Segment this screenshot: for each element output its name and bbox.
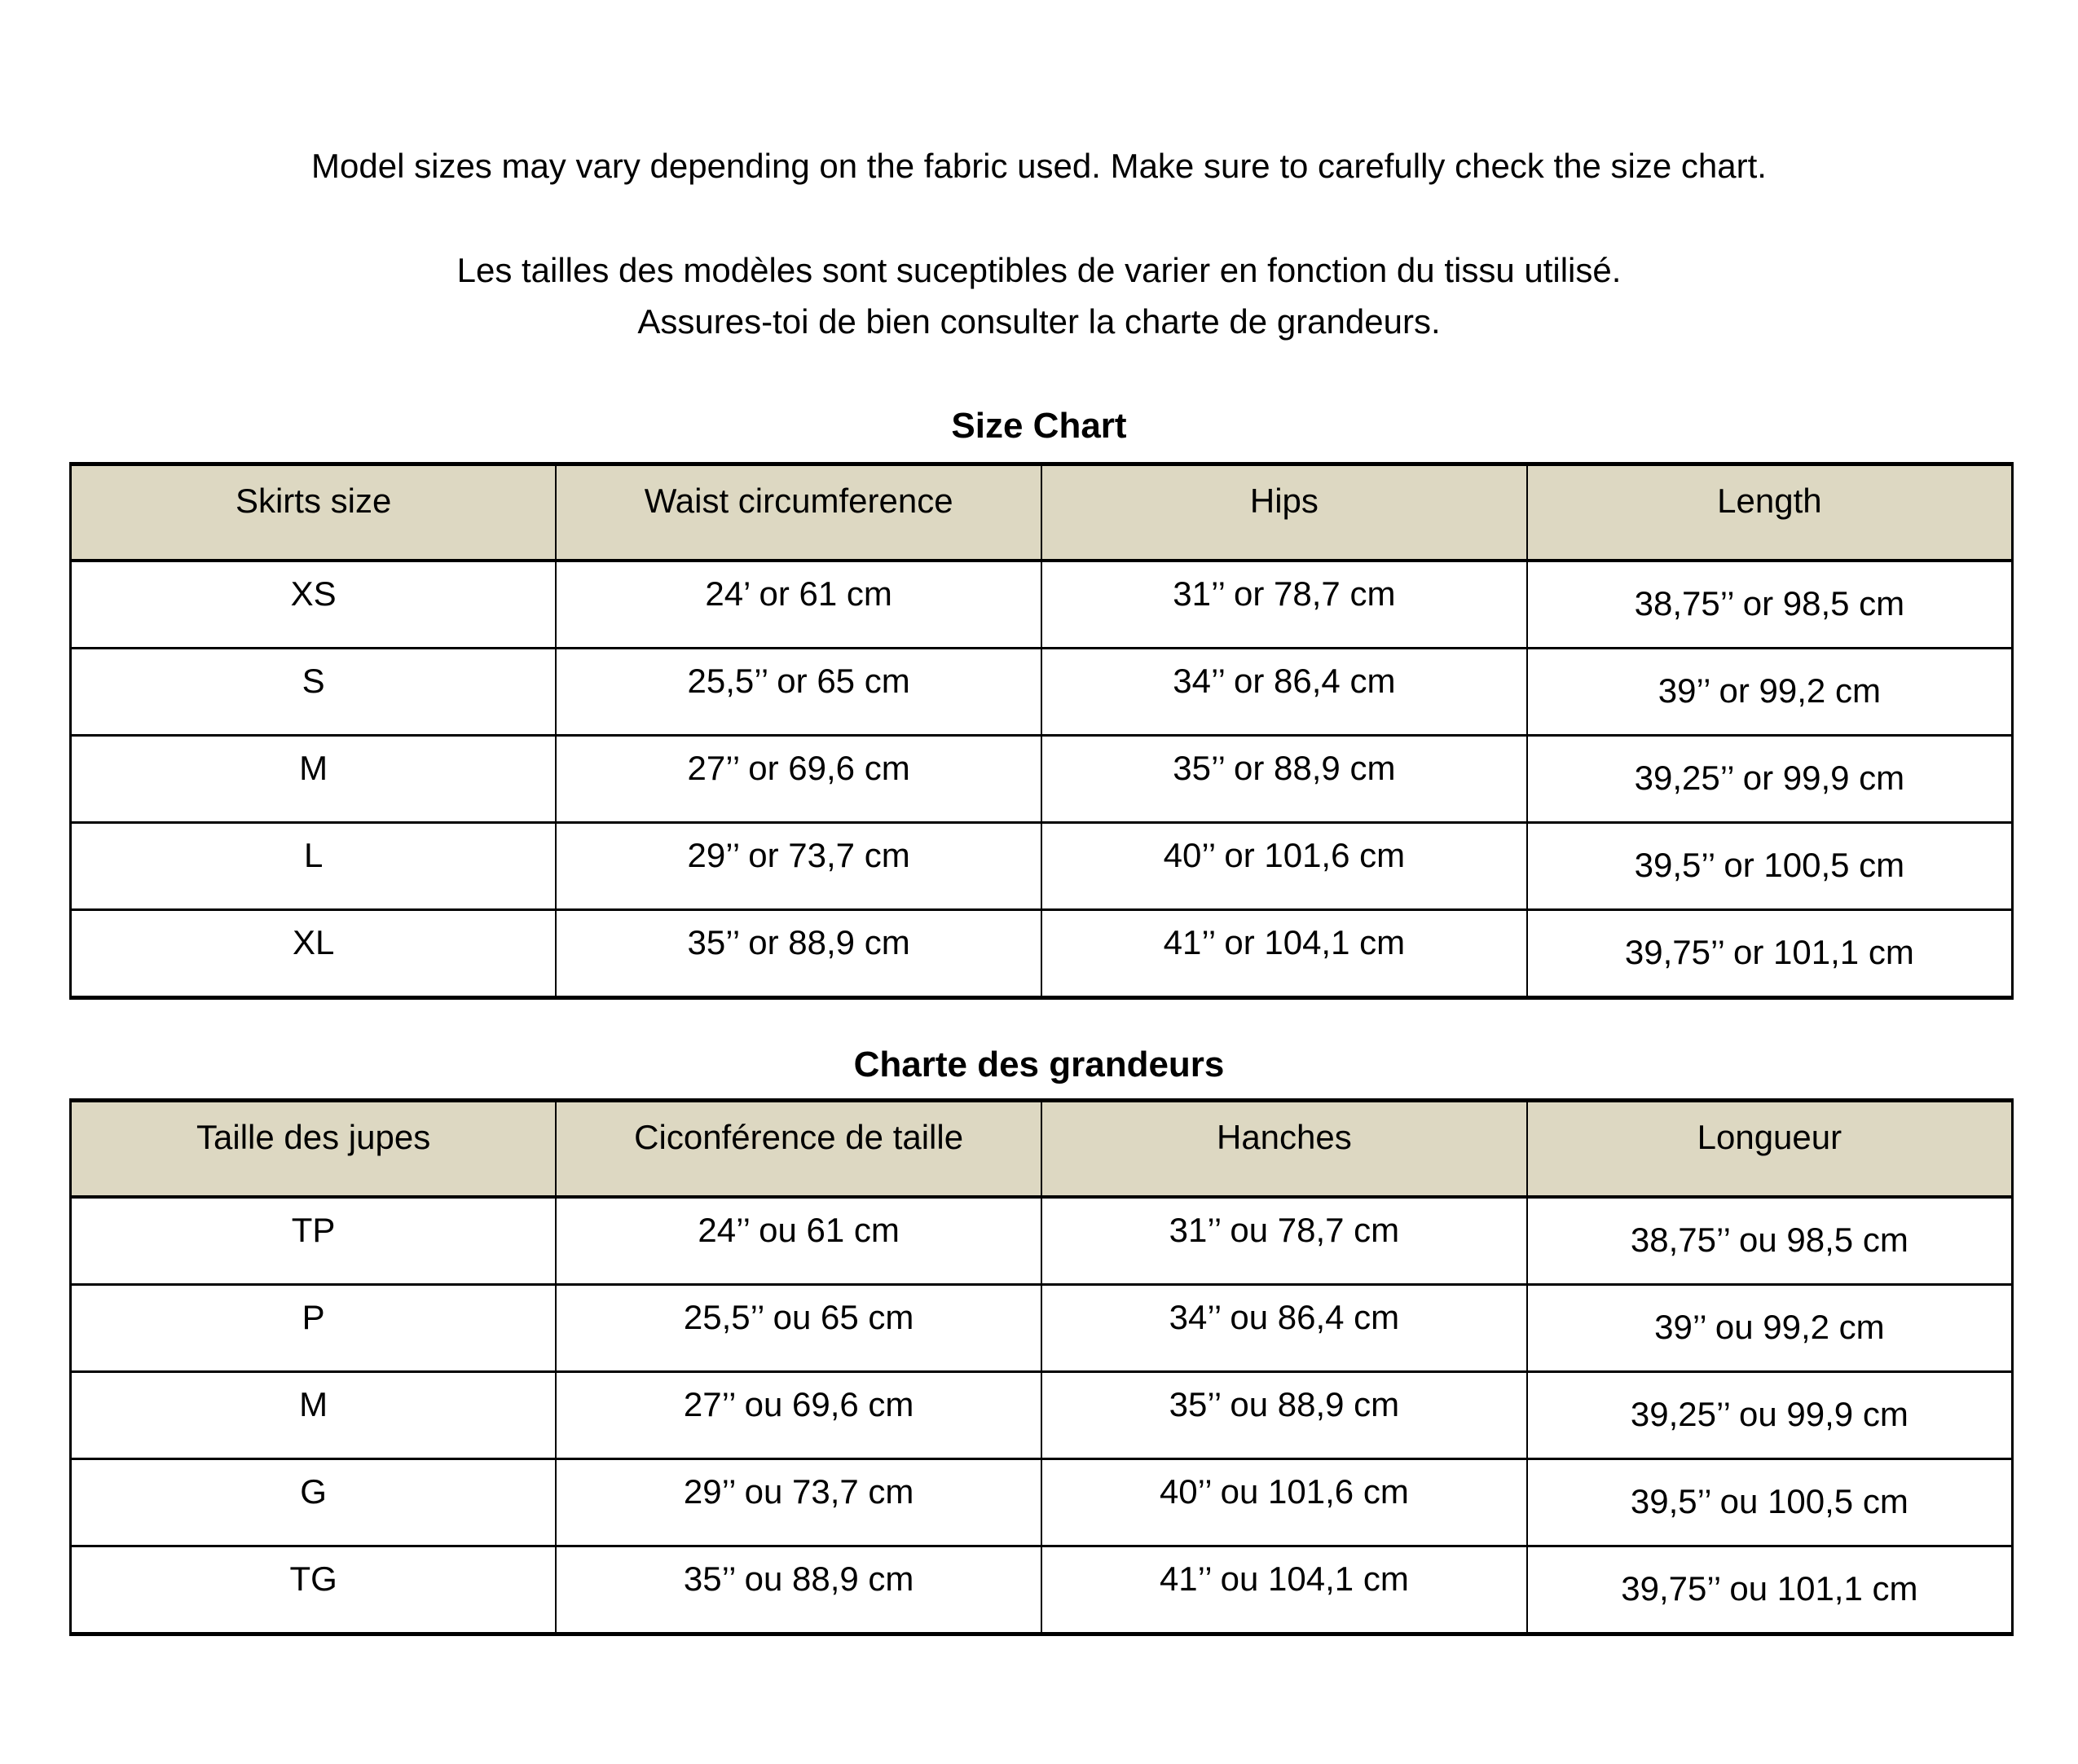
table-cell: 39,5’’ ou 100,5 cm [1527, 1459, 2013, 1546]
table-cell: M [71, 736, 557, 823]
table-row [71, 1546, 2013, 1634]
table-cell: L [71, 823, 557, 910]
table-cell: 34’’ ou 86,4 cm [1041, 1285, 1527, 1372]
table-cell: 29’’ or 73,7 cm [556, 823, 1041, 910]
table-cell: G [71, 1459, 557, 1546]
table-cell: 39,25’’ ou 99,9 cm [1527, 1372, 2013, 1459]
header-cell: Waist circumference [556, 464, 1041, 561]
header-cell: Ciconférence de taille [556, 1101, 1041, 1198]
intro-french-paragraph [0, 244, 2078, 347]
table-cell: S [71, 649, 557, 736]
header-cell: Longueur [1527, 1101, 2013, 1198]
table-cell: 27’’ ou 69,6 cm [556, 1372, 1041, 1459]
table-cell: P [71, 1285, 557, 1372]
table-row [71, 1459, 2013, 1546]
table-cell: 24’’ ou 61 cm [556, 1197, 1041, 1285]
table-cell: 40’’ or 101,6 cm [1041, 823, 1527, 910]
intro-french-line-2: Assures-toi de bien consulter la charte de grandeurs. [637, 302, 1441, 341]
table-cell: 39,75’’ or 101,1 cm [1527, 910, 2013, 998]
table-cell: XL [71, 910, 557, 998]
header-cell: Hips [1041, 464, 1527, 561]
header-cell: Hanches [1041, 1101, 1527, 1198]
table-cell: 35’’ or 88,9 cm [556, 910, 1041, 998]
intro-french-line-1: Les tailles des modèles sont suceptibles de varier en fonction du tissu utilisé. [456, 251, 1622, 289]
table-cell: 39,5’’ or 100,5 cm [1527, 823, 2013, 910]
table-cell: 25,5’’ or 65 cm [556, 649, 1041, 736]
header-cell: Length [1527, 464, 2013, 561]
table-row [71, 649, 2013, 736]
table-row [71, 561, 2013, 649]
size-chart-table-english [69, 462, 2014, 1000]
size-chart-title-french: Charte des grandeurs [853, 1045, 1225, 1084]
table-cell: 29’’ ou 73,7 cm [556, 1459, 1041, 1546]
table-cell: 39,25’’ or 99,9 cm [1527, 736, 2013, 823]
header-row [71, 1101, 2013, 1198]
header-cell: Skirts size [71, 464, 557, 561]
table-row [71, 910, 2013, 998]
table-cell: 35’’ or 88,9 cm [1041, 736, 1527, 823]
table-cell: 35’’ ou 88,9 cm [1041, 1372, 1527, 1459]
table-cell: 41’’ ou 104,1 cm [1041, 1546, 1527, 1634]
table-cell: 25,5’’ ou 65 cm [556, 1285, 1041, 1372]
table-row [71, 1285, 2013, 1372]
table-cell: 31’’ or 78,7 cm [1041, 561, 1527, 649]
table-cell: 34’’ or 86,4 cm [1041, 649, 1527, 736]
table-cell: 38,75’’ or 98,5 cm [1527, 561, 2013, 649]
table-cell: 40’’ ou 101,6 cm [1041, 1459, 1527, 1546]
table-row [71, 736, 2013, 823]
table-cell: 35’’ ou 88,9 cm [556, 1546, 1041, 1634]
table-cell: 41’’ or 104,1 cm [1041, 910, 1527, 998]
table-cell: M [71, 1372, 557, 1459]
table-cell: 39,75’’ ou 101,1 cm [1527, 1546, 2013, 1634]
table-row [71, 1372, 2013, 1459]
table-cell: TG [71, 1546, 557, 1634]
table-cell: 31’’ ou 78,7 cm [1041, 1197, 1527, 1285]
table-row [71, 1197, 2013, 1285]
table-cell: 39’’ or 99,2 cm [1527, 649, 2013, 736]
table-cell: 27’’ or 69,6 cm [556, 736, 1041, 823]
table-cell: TP [71, 1197, 557, 1285]
table-cell: 24’ or 61 cm [556, 561, 1041, 649]
table-cell: 39’’ ou 99,2 cm [1527, 1285, 2013, 1372]
size-chart-table-french [69, 1098, 2014, 1636]
table-row [71, 823, 2013, 910]
size-chart-title-english: Size Chart [951, 406, 1127, 446]
header-cell: Taille des jupes [71, 1101, 557, 1198]
intro-english-paragraph: Model sizes may vary depending on the fabric used. Make sure to carefully check the size chart. [311, 147, 1767, 185]
table-cell: XS [71, 561, 557, 649]
table-cell: 38,75’’ ou 98,5 cm [1527, 1197, 2013, 1285]
header-row [71, 464, 2013, 561]
